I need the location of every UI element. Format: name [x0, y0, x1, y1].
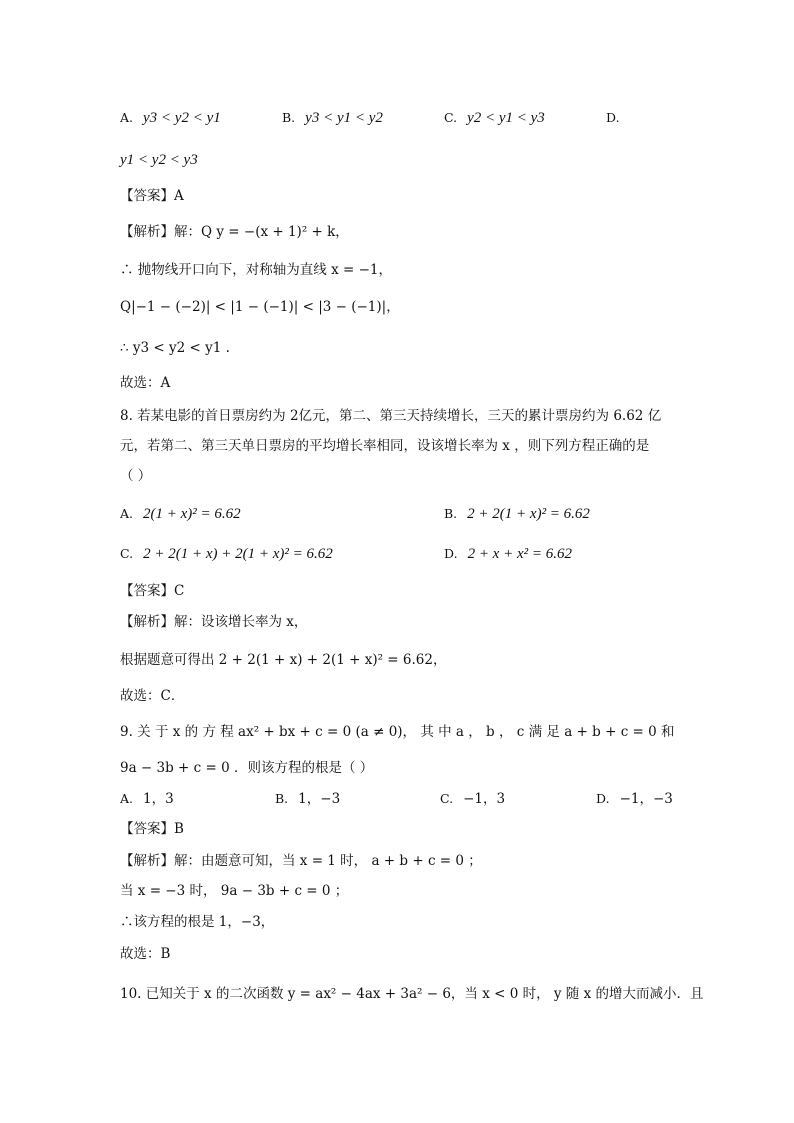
q7-analysis-line-1	[120, 222, 349, 242]
option-text: 2 + 2(1 + x)² = 6.62	[467, 506, 590, 522]
option-text: −1，−3	[619, 791, 673, 807]
q8-option-c	[120, 544, 333, 564]
q9-option-c	[440, 789, 505, 809]
q9-analysis-line-1	[120, 851, 482, 871]
option-label: D.	[444, 546, 458, 561]
q9-stem-line-2: 9a − 3b + c = 0 ．则该方程的根是（ ）	[120, 760, 374, 776]
q9-analysis-line-2: 当 x = −3 时， 9a − 3b + c = 0 ；	[120, 883, 349, 899]
answer-tag: 【答案】	[120, 821, 174, 837]
q8-stem-line-3: （ ）	[120, 468, 152, 484]
option-label: D.	[596, 791, 610, 806]
analysis-tag: 【解析】	[120, 224, 174, 240]
q7-analysis-line-4: ∴ y3 < y2 < y1 .	[120, 340, 230, 356]
q9-option-b	[275, 789, 340, 809]
option-text: y3 < y1 < y2	[305, 110, 383, 126]
option-text: −1，3	[463, 791, 506, 807]
answer-tag: 【答案】	[120, 583, 174, 599]
analysis-text: 解：由题意可知，当 x = 1 时， a + b + c = 0 ；	[174, 853, 482, 869]
option-label: B.	[444, 506, 458, 521]
q8-answer	[120, 581, 184, 601]
answer-tag: 【答案】	[120, 188, 174, 204]
option-label: A.	[120, 506, 134, 521]
option-text: 1，−3	[298, 791, 341, 807]
q9-answer	[120, 819, 184, 839]
analysis-text: 解：Q y = −(x + 1)² + k，	[174, 224, 349, 240]
q7-answer	[120, 186, 184, 206]
option-text: y2 < y1 < y3	[467, 110, 545, 126]
q9-analysis-line-3: ∴该方程的根是 1，−3，	[120, 914, 275, 930]
analysis-tag: 【解析】	[120, 853, 174, 869]
q9-option-a	[120, 789, 174, 809]
q8-analysis-line-3: 故选：C．	[120, 688, 185, 704]
q7-option-d	[606, 108, 630, 128]
q7-option-b	[282, 108, 383, 128]
q7-analysis-line-5: 故选：A	[120, 375, 171, 391]
option-label: C.	[440, 791, 454, 806]
q9-option-d	[596, 789, 673, 809]
q9-analysis-line-4: 故选：B	[120, 946, 171, 962]
q8-analysis-line-1	[120, 612, 307, 632]
option-text: 1，3	[143, 791, 174, 807]
answer-value: B	[174, 821, 184, 837]
q8-option-d	[444, 544, 572, 564]
q9-stem-line-1: 9. 关 于 x 的 方 程 ax² + bx + c = 0 (a ≠ 0)， 其 中 a ， b ， c 满 足 a + b + c = 0 和	[120, 724, 675, 740]
option-label: B.	[282, 110, 296, 125]
q7-option-c	[444, 108, 545, 128]
q8-stem-line-1: 8. 若某电影的首日票房约为 2亿元，第二、第三天持续增长，三天的累计票房约为 6.62 亿	[120, 408, 662, 424]
option-label: D.	[606, 110, 620, 125]
q7-analysis-line-2: ∴ 抛物线开口向下，对称轴为直线 x = −1，	[120, 262, 392, 278]
option-text: 2 + 2(1 + x) + 2(1 + x)² = 6.62	[143, 546, 333, 562]
q8-option-b	[444, 504, 590, 524]
option-label: B.	[275, 791, 289, 806]
option-text: y1 < y2 < y3	[120, 152, 198, 168]
q8-option-a	[120, 504, 241, 524]
option-label: C.	[444, 110, 458, 125]
option-text: 2 + x + x² = 6.62	[467, 546, 572, 562]
q10-stem-line-1: 10. 已知关于 x 的二次函数 y = ax² − 4ax + 3a² − 6，当 x < 0 时， y 随 x 的增大而减小．且	[120, 986, 704, 1002]
analysis-tag: 【解析】	[120, 614, 174, 630]
q8-analysis-line-2: 根据题意可得出 2 + 2(1 + x) + 2(1 + x)² = 6.62，	[120, 652, 447, 668]
analysis-text: 解：设该增长率为 x，	[174, 614, 308, 630]
q8-stem-line-2: 元，若第二、第三天单日票房的平均增长率相同，设该增长率为 x ，则下列方程正确的是	[120, 438, 650, 454]
option-label: C.	[120, 546, 134, 561]
answer-value: A	[174, 188, 184, 204]
q7-option-a	[120, 108, 221, 128]
option-label: A.	[120, 110, 134, 125]
q7-option-d-text	[120, 150, 198, 170]
option-label: A.	[120, 791, 134, 806]
option-text: y3 < y2 < y1	[143, 110, 221, 126]
answer-value: C	[174, 583, 185, 599]
q7-analysis-line-3: Q|−1 − (−2)| < |1 − (−1)| < |3 − (−1)|，	[120, 299, 400, 315]
option-text: 2(1 + x)² = 6.62	[143, 506, 241, 522]
